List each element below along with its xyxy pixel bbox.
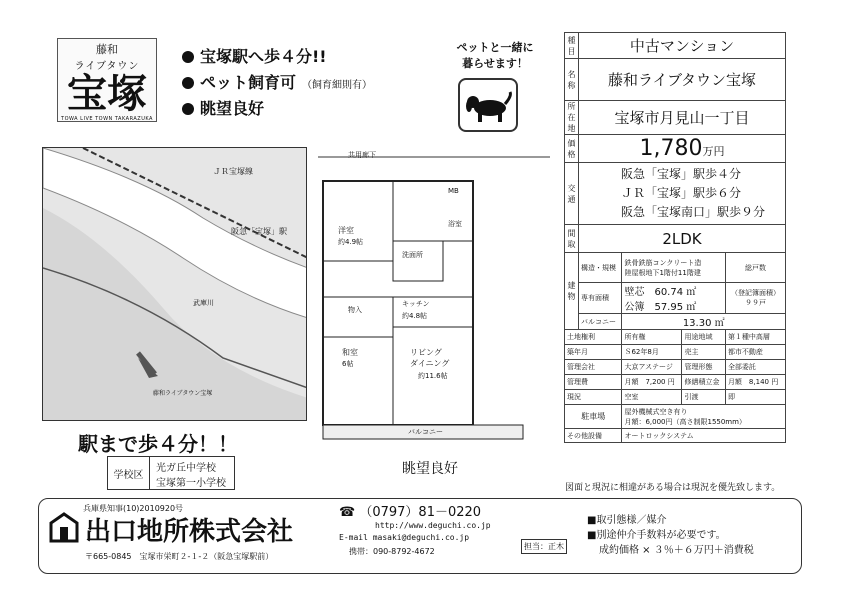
logo-line1: 藤和 [96, 43, 118, 56]
map-label-hankyu: 阪急「宝塚」駅 [231, 227, 287, 236]
spec-type: 中古マンション [579, 33, 786, 59]
slogan: 駅まで歩４分！！ [78, 432, 238, 456]
fp-mb: MB [448, 187, 459, 195]
elementary: 宝塚第一小学校 [156, 478, 226, 489]
junior-high: 光ガ丘中学校 [156, 463, 216, 474]
fee-formula: 成約価格 × ３％＋６万円＋消費税 [599, 545, 754, 556]
company-footer [38, 498, 802, 574]
company-address: 〒665-0845 宝塚市栄町２-１-２（阪急宝塚駅前） [85, 552, 274, 561]
company-url[interactable]: http://www.deguchi.co.jp [375, 521, 491, 530]
spec-name: 藤和ライブタウン宝塚 [579, 59, 786, 101]
fp-balcony: バルコニー [408, 428, 443, 436]
fp-western: 洋室 [338, 226, 354, 235]
view-label: 眺望良好 [402, 461, 458, 477]
fee-note: ■別途仲介手数料が必要です。 [587, 530, 726, 541]
spec-layout: 2LDK [579, 225, 786, 253]
spec-address: 宝塚市月見山一丁目 [579, 101, 786, 135]
dog-icon [458, 78, 518, 132]
deal-type: ■取引態様／媒介 [587, 515, 667, 526]
fp-japanese: 和室 [342, 348, 358, 357]
fp-japanese-size: 6帖 [342, 360, 354, 368]
school-district [107, 456, 235, 490]
company-name: 出口地所株式会社 [85, 517, 294, 547]
fp-closet: 物入 [348, 306, 362, 314]
fp-ldk-size: 約11.6帖 [418, 372, 448, 380]
company-email[interactable]: E-mail masaki@deguchi.co.jp [339, 533, 470, 542]
company-tel[interactable]: ☎ （0797）81－0220 [339, 505, 482, 520]
license: 兵庫県知事(10)2010920号 [83, 504, 184, 513]
map-label-river: 武庫川 [193, 299, 214, 307]
pet-text: ペットと一緒に 暮らせます！ [456, 41, 534, 70]
feature-1: 宝塚駅へ歩４分!! [182, 44, 327, 67]
company-logo-icon [47, 511, 81, 545]
disclaimer: 図面と現況に相違がある場合は現況を優先致します。 [565, 483, 781, 493]
area-map [42, 147, 307, 421]
spec-price: 1,780万円 [579, 135, 786, 163]
logo-line4: TOWA LIVE TOWN TAKARAZUKA [61, 116, 153, 122]
staff-label: 担当：正木 [521, 539, 567, 554]
fp-bath: 浴室 [448, 220, 462, 228]
feature-2: ペット飼育可 （飼育細則有） [182, 70, 372, 93]
phone-icon: ☎ [339, 505, 356, 520]
company-mobile: 携帯：090-8792-4672 [349, 547, 435, 556]
school-label: 学校区 [108, 457, 150, 489]
map-label-jr-line: ＪＲ宝塚線 [213, 167, 253, 176]
fp-toilet: 洗面所 [402, 251, 423, 259]
bullet-icon [182, 77, 194, 89]
map-label-property: 藤和ライブタウン宝塚 [153, 390, 213, 397]
feature-3: 眺望良好 [182, 96, 264, 119]
fp-ldk: リビング ダイニング [410, 348, 450, 368]
logo-line2: ライブタウン [74, 61, 140, 72]
floor-plan [318, 147, 550, 447]
property-logo [57, 38, 157, 122]
fp-corridor: 共用廊下 [348, 151, 376, 159]
fp-kitchen-size: 約4.8帖 [402, 312, 428, 320]
bullet-icon [182, 103, 194, 115]
property-spec-table: 種目 中古マンション 名称 藤和ライブタウン宝塚 所在地 宝塚市月見山一丁目 価格 1,780万円 交通 阪急「宝塚」駅歩４分 ＪＲ「宝塚」駅歩６分 阪急「宝塚南口」駅歩９分 間取 2LDK 建物 構造・規模 鉄骨鉄筋コンクリート造 陸屋根地下1階付11階建 総戸数 専有面積 壁芯 60.74 ㎡ 公簿 57.95 ㎡ （登記簿面積） ９９戸 バルコニー 13.30 ㎡ 土地権利 所有権 用途地域 第１種中高層 築年月 Ｓ62年8月 売主 都市不動産 管理会社 大京アステージ 管理形態 全部委託 管理費 月額 7,200 円 修繕積立金 月額 8,140 円 現況 空室 引渡 即 駐車場 屋外機械式空き有り 月額：6,000円（高さ制限1550mm） その他設備 オートロックシステム [564, 32, 786, 443]
spec-traffic: 阪急「宝塚」駅歩４分 ＪＲ「宝塚」駅歩６分 阪急「宝塚南口」駅歩９分 [579, 163, 786, 225]
fp-kitchen: キッチン [402, 300, 430, 308]
bullet-icon [182, 51, 194, 63]
fp-western-size: 約4.9帖 [338, 238, 364, 246]
logo-line3: 宝塚 [67, 70, 147, 117]
